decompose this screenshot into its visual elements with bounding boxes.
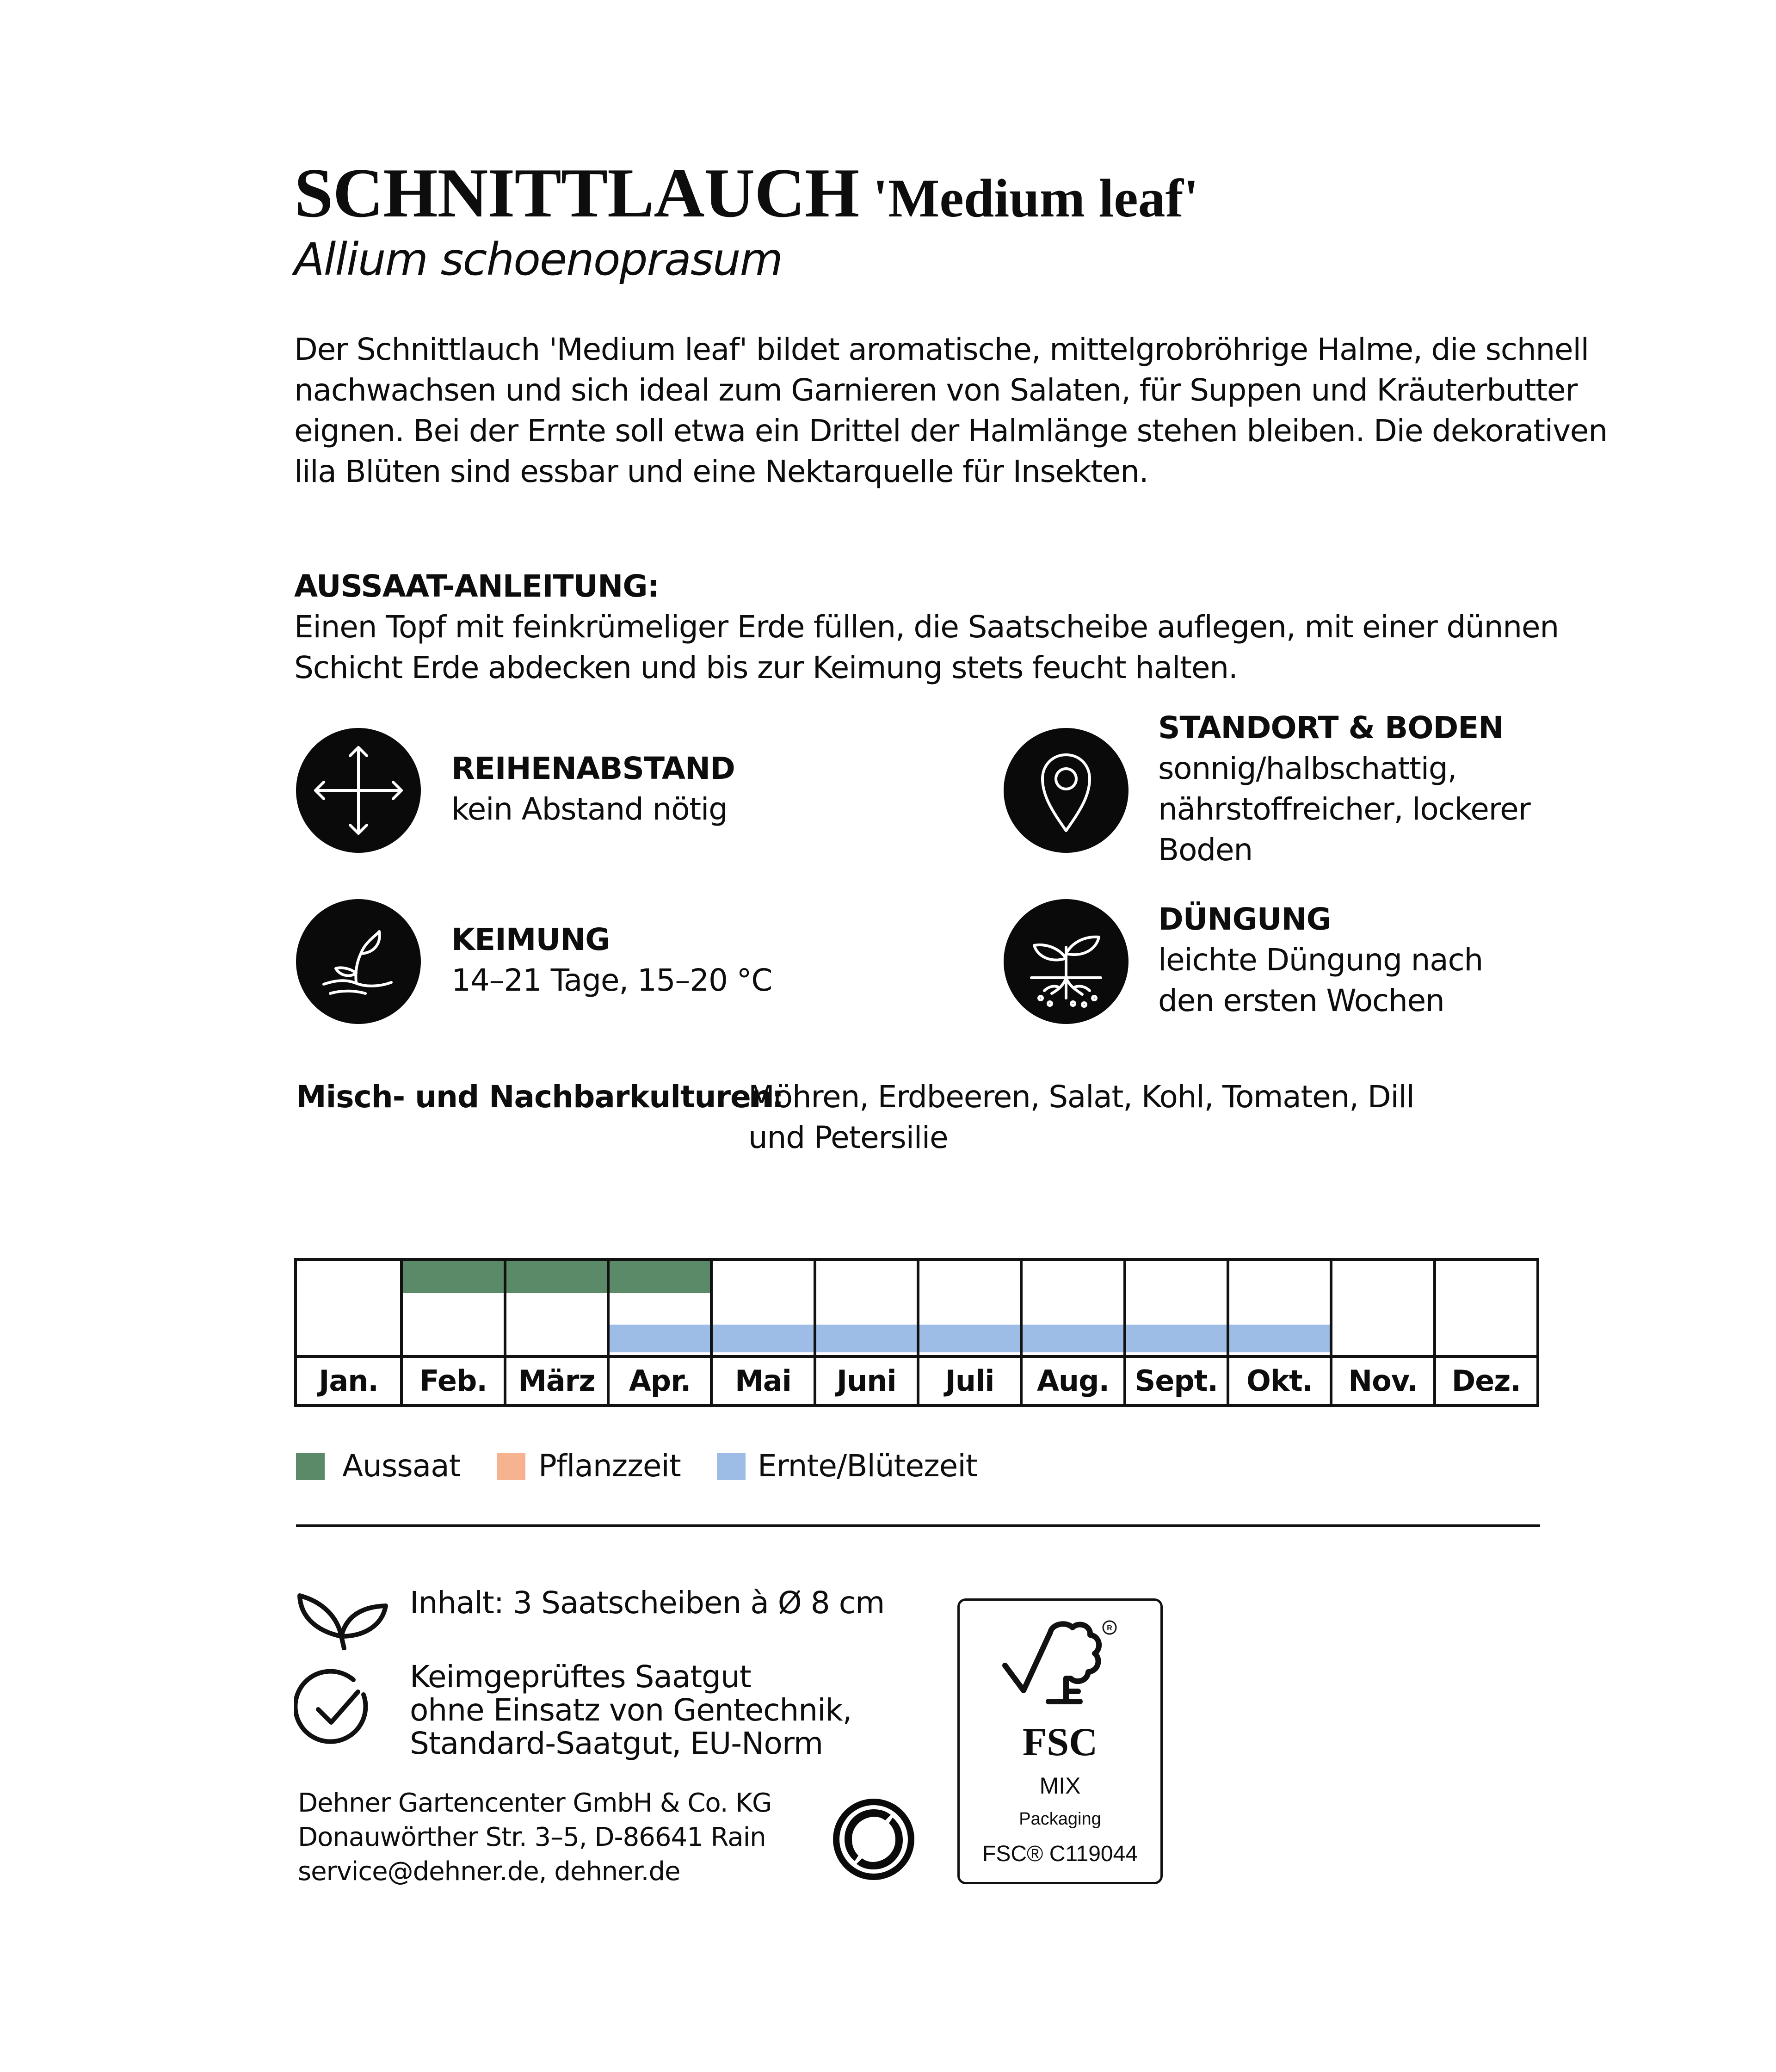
checkmark-circle-icon [294,1667,376,1748]
info-fertilizing-line: den ersten Wochen [1158,983,1444,1018]
sowing-line: Einen Topf mit feinkrümeliger Erde füllen, die Saatscheibe auflegen, mit einer dünnen [294,609,1559,645]
month-label: Aug. [1023,1355,1123,1407]
plant-roots-icon [1004,899,1128,1024]
harvest-bar [610,1325,710,1352]
info-germination-title: KEIMUNG [451,922,610,957]
intro-line: nachwachsen und sich ideal zum Garnieren von Salaten, für Suppen und Kräuterbutter [294,372,1578,408]
calendar-month [297,1261,400,1404]
intro-line: eignen. Bei der Ernte soll etwa ein Drittel der Halmlänge stehen bleiben. Die dekorativen [294,413,1607,449]
legend-label-harvest: Ernte/Blütezeit [758,1448,977,1484]
sowing-heading: AUSSAAT-ANLEITUNG: [294,568,659,604]
fsc-mix-label: MIX [1039,1773,1081,1799]
address-line: service@dehner.de, dehner.de [298,1856,680,1887]
sowing-line: Schicht Erde abdecken und bis zur Keimung stets feucht halten. [294,650,1238,685]
calendar-month [917,1261,1020,1404]
info-location [1158,708,1530,870]
company-address [298,1786,771,1889]
legend-label-planting: Pflanzzeit [538,1448,681,1484]
info-spacing-value: kein Abstand nötig [451,791,728,827]
info-location-title: STANDORT & BODEN [1158,710,1504,746]
calendar-month [1433,1261,1536,1404]
info-spacing-title: REIHENABSTAND [451,751,735,786]
fsc-label [957,1598,1163,1884]
fsc-license-code: FSC® C119044 [982,1842,1138,1866]
calendar-month [1123,1261,1227,1404]
calendar-month [504,1261,607,1404]
address-line: Dehner Gartencenter GmbH & Co. KG [298,1788,772,1818]
month-label: Okt. [1229,1355,1330,1407]
companions-line: und Petersilie [748,1120,948,1155]
location-pin-icon [1004,728,1128,853]
fsc-packaging-label: Packaging [1019,1809,1101,1829]
quality-line: ohne Einsatz von Gentechnik, [410,1692,852,1728]
intro-paragraph [294,329,1607,492]
address-line: Donauwörther Str. 3–5, D-86641 Rain [298,1822,766,1852]
cultivar-name: 'Medium leaf' [873,168,1199,228]
intro-line: lila Blüten sind essbar und eine Nektarquelle für Insekten. [294,454,1148,489]
month-label: Feb. [403,1355,503,1407]
fsc-tree-icon [997,1614,1131,1725]
harvest-bar [713,1325,813,1352]
sowing-bar [610,1261,710,1293]
month-label: Sept. [1126,1355,1227,1407]
leaves-icon [291,1567,393,1650]
info-germination [451,919,772,1001]
calendar-month [1330,1261,1433,1404]
info-fertilizing-title: DÜNGUNG [1158,901,1331,937]
info-location-line: Boden [1158,832,1252,868]
month-label: März [506,1355,607,1407]
legend-swatch-sowing [296,1453,325,1480]
svg-text:R: R [1107,1624,1112,1632]
companions-line: Möhren, Erdbeeren, Salat, Kohl, Tomaten, Dill [748,1079,1414,1115]
info-germination-value: 14–21 Tage, 15–20 °C [451,962,772,998]
companions-label: Misch- und Nachbarkulturen: [296,1079,784,1115]
calendar-month [1020,1261,1123,1404]
month-label: Jan. [297,1355,400,1407]
harvest-bar [816,1325,917,1352]
calendar-month [710,1261,813,1404]
quality-line: Keimgeprüftes Saatgut [410,1659,751,1695]
month-label: Juli [919,1355,1020,1407]
month-label: Nov. [1332,1355,1433,1407]
intro-line: Der Schnittlauch 'Medium leaf' bildet aromatische, mittelgrobröhrige Halme, die schnell [294,332,1589,367]
info-fertilizing-line: leichte Düngung nach [1158,942,1483,978]
info-spacing [451,748,735,830]
harvest-bar [1229,1325,1330,1352]
sowing-bar [403,1261,503,1293]
cultivation-calendar [294,1258,1539,1407]
seedling-icon [296,899,421,1024]
fsc-logo-text: FSC [1022,1720,1098,1764]
product-name: SCHNITTLAUCH [294,154,859,232]
latin-name: Allium schoenoprasum [294,234,783,285]
green-dot-icon [831,1796,917,1882]
month-label: Juni [816,1355,917,1407]
info-fertilizing [1158,899,1483,1021]
sowing-bar [506,1261,607,1293]
harvest-bar [1023,1325,1123,1352]
month-label: Mai [713,1355,813,1407]
companions-text [748,1077,1414,1158]
info-location-line: nährstoffreicher, lockerer [1158,791,1530,827]
quality-line: Standard-Saatgut, EU-Norm [410,1726,823,1761]
calendar-month [607,1261,710,1404]
harvest-bar [919,1325,1020,1352]
legend-swatch-planting [497,1453,525,1480]
content-info: Inhalt: 3 Saatscheiben à Ø 8 cm [410,1585,885,1621]
month-label: Apr. [610,1355,710,1407]
calendar-month [814,1261,917,1404]
info-location-line: sonnig/halbschattig, [1158,751,1457,786]
quality-info [410,1660,852,1760]
arrows-cross-icon [296,728,421,853]
sowing-text [294,607,1559,688]
product-title [294,153,1199,233]
harvest-bar [1126,1325,1227,1352]
calendar-month [400,1261,503,1404]
legend-label-sowing: Aussaat [342,1448,461,1484]
calendar-month [1227,1261,1330,1404]
month-label: Dez. [1436,1355,1536,1407]
divider [296,1524,1540,1527]
legend-swatch-harvest [717,1453,746,1480]
